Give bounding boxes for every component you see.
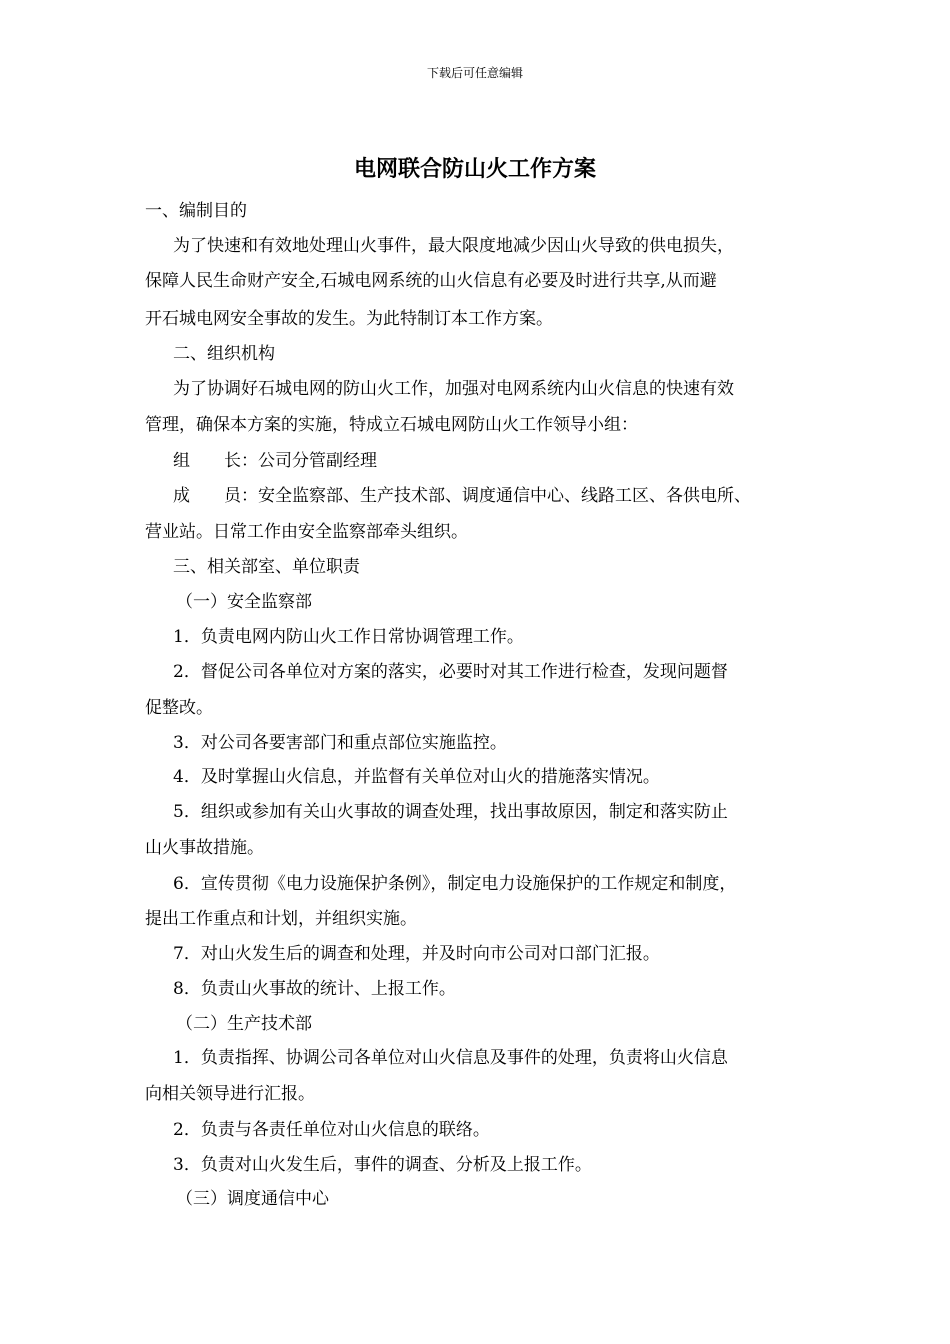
- paragraph-line: 组 长：公司分管副经理: [173, 451, 377, 471]
- subsection-heading: （二）生产技术部: [176, 1014, 312, 1034]
- list-item-continuation: 促整改。: [145, 698, 213, 718]
- paragraph-line: 为了协调好石城电网的防山火工作，加强对电网系统内山火信息的快速有效: [173, 379, 734, 399]
- list-item: 7．对山火发生后的调查和处理，并及时向市公司对口部门汇报。: [173, 944, 660, 964]
- section-heading: 三、相关部室、单位职责: [173, 557, 360, 577]
- list-item: 1．负责指挥、协调公司各单位对山火信息及事件的处理，负责将山火信息: [173, 1048, 728, 1068]
- paragraph-line: 为了快速和有效地处理山火事件，最大限度地减少因山火导致的供电损失，: [173, 236, 734, 256]
- paragraph-line: 开石城电网安全事故的发生。为此特制订本工作方案。: [145, 309, 553, 329]
- section-heading: 一、编制目的: [145, 201, 247, 221]
- list-item-continuation: 山火事故措施。: [145, 838, 264, 858]
- list-item-continuation: 提出工作重点和计划，并组织实施。: [145, 909, 417, 929]
- paragraph-line: 营业站。日常工作由安全监察部牵头组织。: [145, 522, 468, 542]
- paragraph-line: 管理，确保本方案的实施，特成立石城电网防山火工作领导小组：: [145, 415, 638, 435]
- list-item: 4．及时掌握山火信息，并监督有关单位对山火的措施落实情况。: [173, 767, 660, 787]
- section-heading: 二、组织机构: [173, 344, 275, 364]
- list-item: 1．负责电网内防山火工作日常协调管理工作。: [173, 627, 524, 647]
- paragraph-line: 保障人民生命财产安全,石城电网系统的山火信息有必要及时进行共享,从而避: [145, 271, 717, 291]
- list-item: 6．宣传贯彻《电力设施保护条例》，制定电力设施保护的工作规定和制度，: [173, 874, 737, 894]
- subsection-heading: （三）调度通信中心: [176, 1189, 329, 1209]
- list-item: 3．负责对山火发生后，事件的调查、分析及上报工作。: [173, 1155, 592, 1175]
- list-item-continuation: 向相关领导进行汇报。: [145, 1084, 315, 1104]
- list-item: 2．督促公司各单位对方案的落实，必要时对其工作进行检查，发现问题督: [173, 662, 728, 682]
- subsection-heading: （一）安全监察部: [176, 592, 312, 612]
- page-header: 下载后可任意编辑: [426, 66, 523, 80]
- paragraph-line: 成 员：安全监察部、生产技术部、调度通信中心、线路工区、各供电所、: [173, 486, 751, 506]
- list-item: 3．对公司各要害部门和重点部位实施监控。: [173, 733, 507, 753]
- list-item: 5．组织或参加有关山火事故的调查处理，找出事故原因，制定和落实防止: [173, 802, 728, 822]
- document-title: 电网联合防山火工作方案: [353, 156, 596, 182]
- list-item: 2．负责与各责任单位对山火信息的联络。: [173, 1120, 490, 1140]
- list-item: 8．负责山火事故的统计、上报工作。: [173, 979, 456, 999]
